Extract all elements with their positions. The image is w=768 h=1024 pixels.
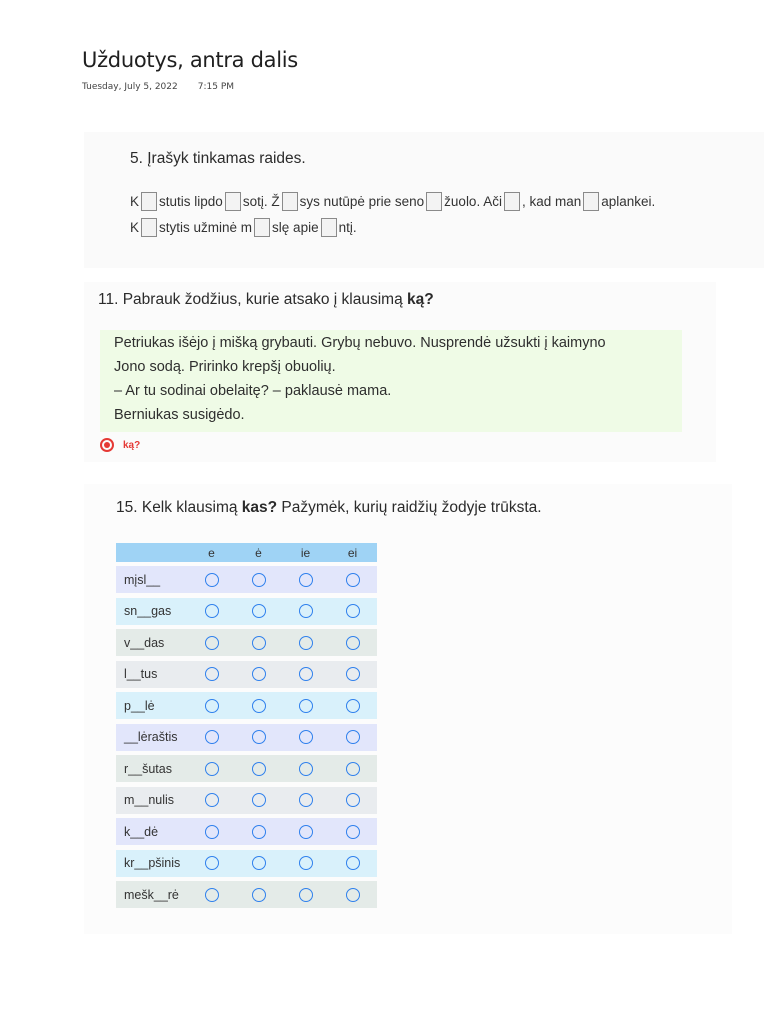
radio-option[interactable] [252, 636, 266, 650]
grid-cell [188, 730, 235, 744]
radio-option[interactable] [205, 762, 219, 776]
grid-cell [329, 856, 376, 870]
grid-row [116, 598, 377, 625]
radio-option[interactable] [205, 793, 219, 807]
grid-cell [329, 604, 376, 618]
grid-cell [235, 825, 282, 839]
grid-row [116, 755, 377, 782]
heading-emphasis: kas? [241, 499, 278, 516]
radio-option[interactable] [252, 699, 266, 713]
story-line: Jono sodą. Pririnko krepšį obuolių. [114, 359, 336, 375]
grid-cell [329, 793, 376, 807]
grid-cell [282, 825, 329, 839]
exercise-11-image [84, 282, 716, 462]
radio-option[interactable] [346, 730, 360, 744]
grid-header [116, 543, 377, 562]
exercise-5-image [84, 132, 764, 268]
radio-option[interactable] [346, 699, 360, 713]
text-fragment: ntį. [338, 220, 357, 235]
choice-grid [116, 543, 377, 913]
grid-cell [282, 573, 329, 587]
row-word: mįsl__ [124, 572, 161, 587]
row-word: mešk__rė [124, 887, 179, 902]
radio-option[interactable] [299, 762, 313, 776]
grid-cell [235, 856, 282, 870]
grid-cell [188, 825, 235, 839]
row-word: __lėraštis [124, 730, 178, 744]
text-fragment: , kad man [521, 194, 582, 209]
radio-option[interactable] [252, 667, 266, 681]
radio-option[interactable] [299, 825, 313, 839]
radio-option[interactable] [346, 793, 360, 807]
grid-cell [188, 699, 235, 713]
exercise-15-heading [116, 499, 542, 517]
answer-option-ka[interactable] [100, 438, 140, 452]
column-header: e [208, 545, 215, 560]
letter-gap-box [282, 192, 298, 211]
column-header: ie [300, 545, 311, 560]
letter-gap-box [321, 218, 337, 237]
grid-row [116, 629, 377, 656]
heading-text: 11. Pabrauk žodžius, kurie atsako į klausimą [98, 291, 408, 308]
row-word: v__das [124, 635, 165, 650]
radio-option[interactable] [346, 856, 360, 870]
row-word: p__lė [124, 698, 155, 713]
grid-cell [282, 604, 329, 618]
grid-cell [329, 730, 376, 744]
grid-cell [282, 699, 329, 713]
row-word: sn__gas [124, 604, 172, 618]
page-time: 7:15 PM [197, 82, 235, 92]
grid-row [116, 724, 377, 751]
row-word: kr__pšinis [124, 856, 181, 870]
radio-option[interactable] [252, 856, 266, 870]
text-fragment: aplankei. [601, 194, 656, 209]
exercise-15-image [84, 484, 732, 934]
story-box [100, 330, 682, 432]
radio-option[interactable] [299, 636, 313, 650]
grid-rows [116, 566, 377, 908]
grid-cell [282, 856, 329, 870]
radio-option[interactable] [252, 762, 266, 776]
grid-row [116, 881, 377, 908]
grid-cell [329, 636, 376, 650]
row-word: l__tus [124, 667, 158, 681]
radio-option[interactable] [252, 604, 266, 618]
radio-option[interactable] [346, 762, 360, 776]
text-fragment: slę apie [272, 220, 319, 235]
grid-row [116, 787, 377, 814]
grid-row [116, 566, 377, 593]
column-header: ė [255, 545, 262, 560]
text-fragment: sotį. Ž [242, 194, 280, 209]
grid-cell [188, 856, 235, 870]
grid-cell [282, 762, 329, 776]
radio-option[interactable] [205, 604, 219, 618]
grid-cell [188, 604, 235, 618]
radio-option[interactable] [299, 730, 313, 744]
letter-gap-box [504, 192, 520, 211]
text-fragment: sys nutūpė prie seno [299, 194, 425, 209]
selected-radio-icon[interactable] [100, 438, 114, 452]
grid-row [116, 850, 377, 877]
grid-cell [188, 762, 235, 776]
answer-label: ką? [123, 439, 141, 451]
radio-option[interactable] [252, 730, 266, 744]
radio-option[interactable] [346, 667, 360, 681]
grid-cell [282, 667, 329, 681]
radio-option[interactable] [252, 888, 266, 902]
exercise-5-heading: 5. Įrašyk tinkamas raides. [130, 150, 306, 167]
page-title: Užduotys, antra dalis [82, 48, 298, 72]
radio-option[interactable] [346, 825, 360, 839]
grid-cell [188, 667, 235, 681]
grid-cell [188, 888, 235, 902]
radio-option[interactable] [299, 573, 313, 587]
text-fragment: K [130, 220, 140, 235]
grid-row [116, 661, 377, 688]
grid-cell [329, 699, 376, 713]
radio-option[interactable] [299, 888, 313, 902]
radio-option[interactable] [252, 573, 266, 587]
radio-option[interactable] [205, 667, 219, 681]
grid-cell [282, 888, 329, 902]
radio-option[interactable] [299, 793, 313, 807]
radio-option[interactable] [299, 699, 313, 713]
page-timestamp [82, 82, 234, 92]
radio-option[interactable] [299, 604, 313, 618]
grid-cell [235, 888, 282, 902]
grid-cell [282, 793, 329, 807]
radio-option[interactable] [252, 793, 266, 807]
radio-option[interactable] [205, 573, 219, 587]
letter-gap-box [583, 192, 599, 211]
grid-cell [235, 699, 282, 713]
grid-cell [329, 573, 376, 587]
radio-option[interactable] [346, 636, 360, 650]
grid-row [116, 692, 377, 719]
letter-gap-box [225, 192, 241, 211]
radio-option[interactable] [205, 699, 219, 713]
text-fragment: žuolo. Ači [444, 194, 502, 209]
radio-option[interactable] [205, 636, 219, 650]
grid-cell [235, 762, 282, 776]
heading-text: 15. Kelk klausimą [116, 499, 242, 516]
letter-gap-box [141, 192, 157, 211]
grid-cell [188, 573, 235, 587]
radio-option[interactable] [205, 856, 219, 870]
radio-option[interactable] [299, 667, 313, 681]
grid-cell [235, 604, 282, 618]
radio-option[interactable] [346, 604, 360, 618]
exercise-5-line-2 [130, 218, 357, 237]
grid-cell [282, 636, 329, 650]
row-word: k__dė [124, 824, 159, 839]
exercise-11-heading [98, 291, 434, 309]
radio-option[interactable] [252, 825, 266, 839]
letter-gap-box [426, 192, 442, 211]
story-line: Berniukas susigėdo. [114, 407, 245, 423]
letter-gap-box [141, 218, 157, 237]
grid-cell [188, 636, 235, 650]
row-word: m__nulis [124, 793, 175, 807]
row-word: r__šutas [124, 761, 172, 776]
text-fragment: K [130, 194, 140, 209]
grid-cell [235, 636, 282, 650]
grid-cell [188, 793, 235, 807]
story-line: Petriukas išėjo į mišką grybauti. Grybų nebuvo. Nusprendė užsukti į kaimyno [114, 335, 606, 351]
grid-cell [235, 667, 282, 681]
exercise-5-line-1 [130, 192, 655, 211]
text-fragment: stutis lipdo [159, 194, 223, 209]
radio-option[interactable] [346, 573, 360, 587]
radio-option[interactable] [205, 825, 219, 839]
letter-gap-box [254, 218, 270, 237]
heading-emphasis: ką? [407, 291, 434, 308]
heading-text: Pažymėk, kurių raidžių žodyje trūksta. [277, 499, 542, 516]
page-date: Tuesday, July 5, 2022 [82, 82, 178, 92]
grid-cell [329, 667, 376, 681]
radio-option[interactable] [299, 856, 313, 870]
grid-cell [329, 762, 376, 776]
radio-option[interactable] [205, 730, 219, 744]
text-fragment: stytis užminė m [159, 220, 253, 235]
story-line: – Ar tu sodinai obelaitę? – paklausė mama. [114, 383, 392, 399]
grid-cell [329, 888, 376, 902]
grid-cell [282, 730, 329, 744]
grid-row [116, 818, 377, 845]
radio-option[interactable] [346, 888, 360, 902]
grid-cell [235, 730, 282, 744]
grid-cell [235, 793, 282, 807]
column-header: ei [347, 545, 358, 560]
grid-cell [329, 825, 376, 839]
radio-option[interactable] [205, 888, 219, 902]
grid-cell [235, 573, 282, 587]
